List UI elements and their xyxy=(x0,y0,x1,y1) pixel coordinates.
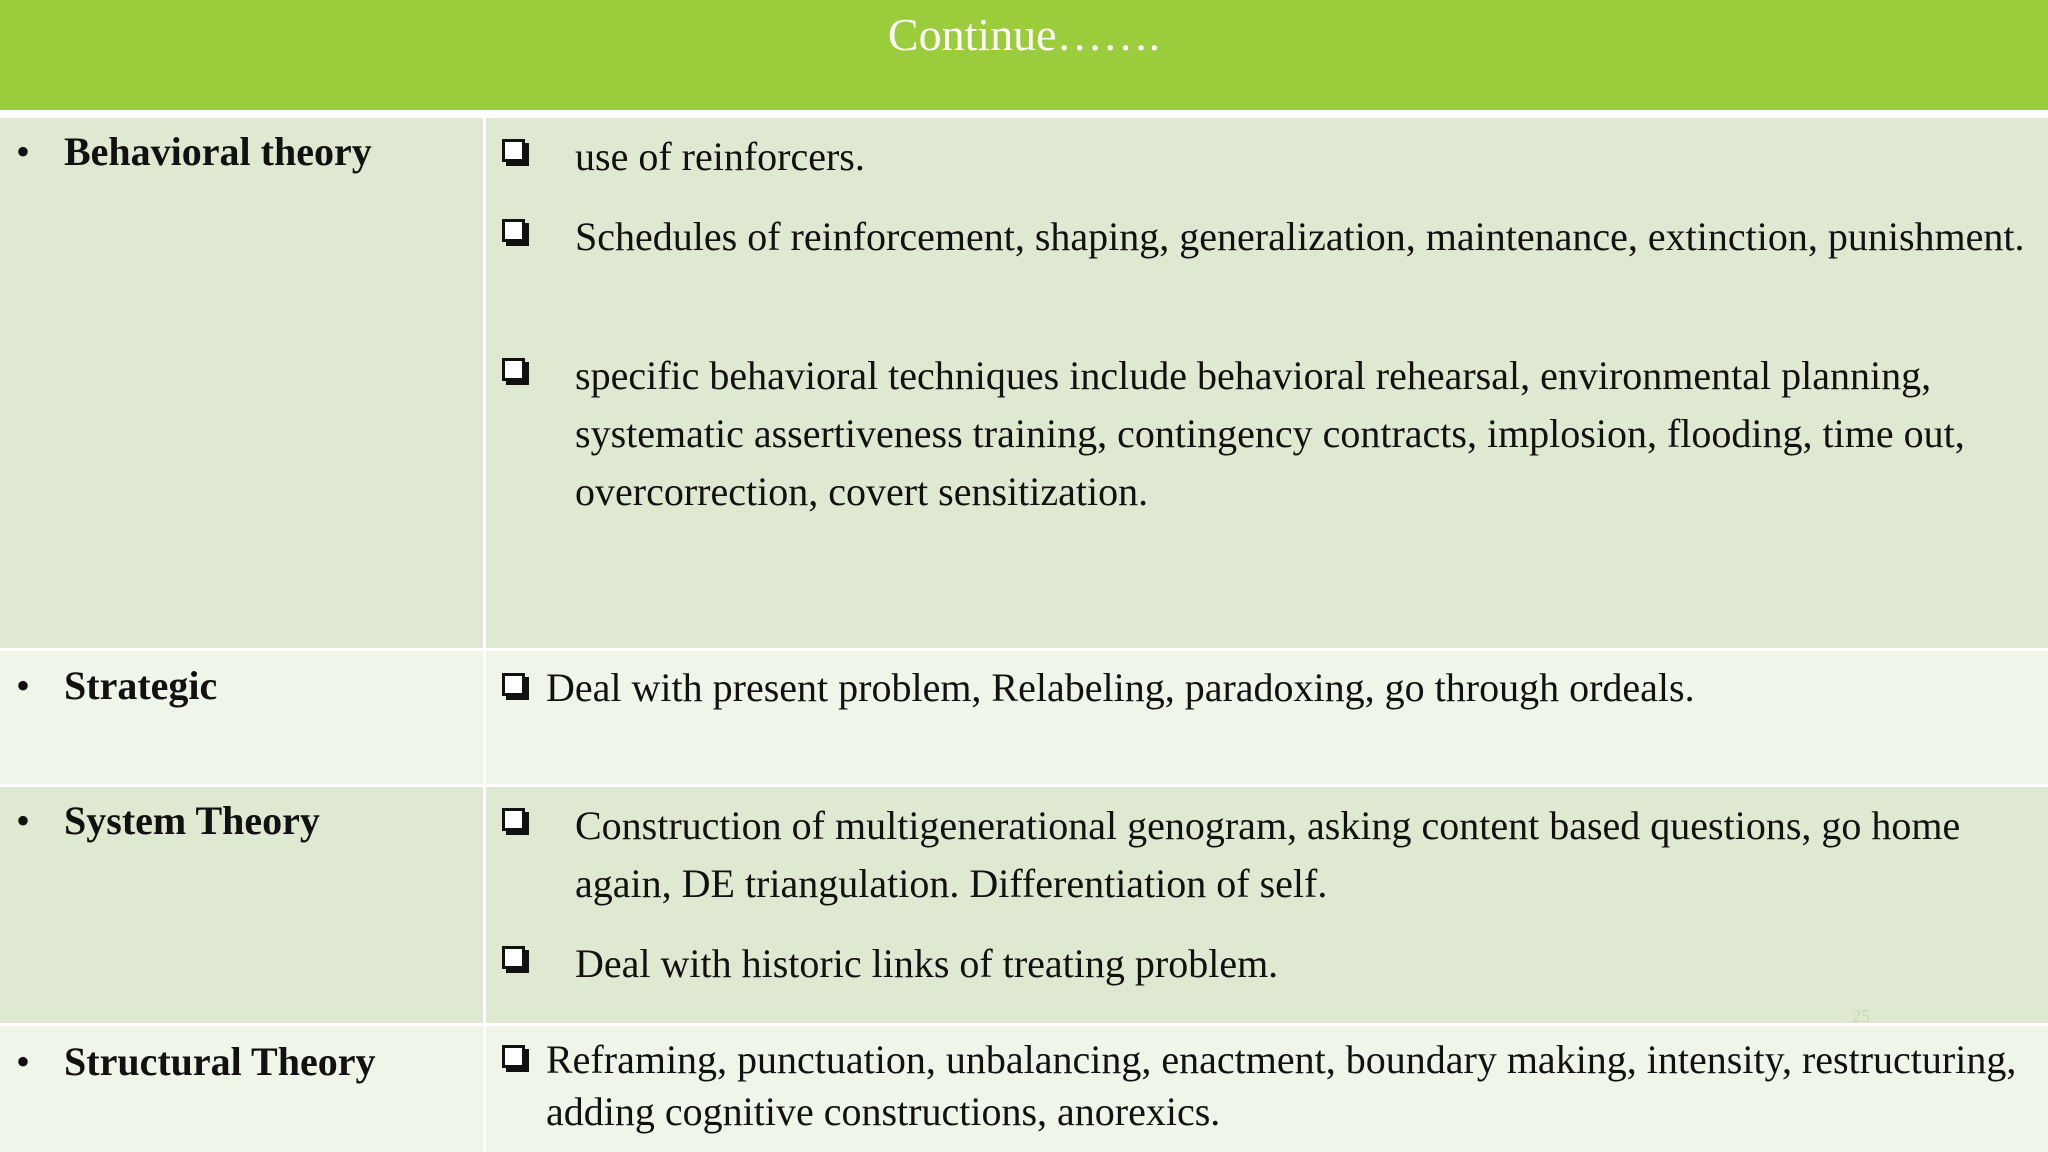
list-item xyxy=(502,208,2034,266)
row-label-cell xyxy=(0,651,483,784)
row-content-cell xyxy=(486,1026,2048,1152)
bullet-icon: • xyxy=(16,798,31,843)
row-label xyxy=(16,1038,375,1086)
table-row-behavioral xyxy=(0,118,2048,651)
row-content-cell xyxy=(486,787,2048,1023)
title-bar xyxy=(0,0,2048,114)
list-item xyxy=(502,1034,2034,1138)
row-label-cell xyxy=(0,118,483,648)
row-label xyxy=(16,662,217,710)
list-item-text: Reframing, punctuation, unbalancing, enactment, boundary making, intensity, restructuring, adding cognitive constructions, anorexics. xyxy=(546,1037,2017,1134)
checkbox-square-icon xyxy=(502,946,525,969)
row-label-text: System Theory xyxy=(64,798,320,843)
row-label-text: Strategic xyxy=(64,663,218,708)
list-item xyxy=(502,662,2034,714)
checkbox-square-icon xyxy=(502,673,525,696)
checkbox-square-icon xyxy=(502,1045,525,1068)
checkbox-square-icon xyxy=(502,808,525,831)
row-label xyxy=(16,128,372,176)
table-row-system xyxy=(0,787,2048,1026)
list-item xyxy=(502,797,2034,913)
list-item xyxy=(502,935,2034,993)
page-number: 25 xyxy=(1852,1006,1870,1026)
table-row-strategic xyxy=(0,651,2048,787)
list-item-text: Deal with historic links of treating problem. xyxy=(575,941,1279,986)
list-item-text: Deal with present problem, Relabeling, paradoxing, go through ordeals. xyxy=(546,665,1695,710)
row-label-text: Structural Theory xyxy=(64,1039,376,1084)
table-row-structural xyxy=(0,1026,2048,1152)
list-item-text: use of reinforcers. xyxy=(575,134,865,179)
bullet-icon: • xyxy=(16,1039,31,1084)
checkbox-square-icon xyxy=(502,139,525,162)
row-content-cell xyxy=(486,651,2048,784)
list-item xyxy=(502,128,2034,186)
list-item-text: Construction of multigenerational genogram, asking content based questions, go home again, DE triangulation. Differentiation of self. xyxy=(575,803,1961,906)
checkbox-square-icon xyxy=(502,219,525,242)
row-label-cell xyxy=(0,1026,483,1152)
checkbox-square-icon xyxy=(502,358,525,381)
row-label-text: Behavioral theory xyxy=(64,129,372,174)
row-content-cell xyxy=(486,118,2048,648)
bullet-icon: • xyxy=(16,663,31,708)
list-item-text: specific behavioral techniques include behavioral rehearsal, environmental planning, systematic assertiveness training, contingency contracts, implosion, flooding, time out, overcorrection, covert sensitization. xyxy=(575,353,1965,514)
slide-title: Continue……. xyxy=(887,9,1161,60)
row-label xyxy=(16,797,320,845)
bullet-icon: • xyxy=(16,129,31,174)
list-item xyxy=(502,347,2034,521)
row-label-cell xyxy=(0,787,483,1023)
list-item-text: Schedules of reinforcement, shaping, generalization, maintenance, extinction, punishment. xyxy=(575,214,2025,259)
